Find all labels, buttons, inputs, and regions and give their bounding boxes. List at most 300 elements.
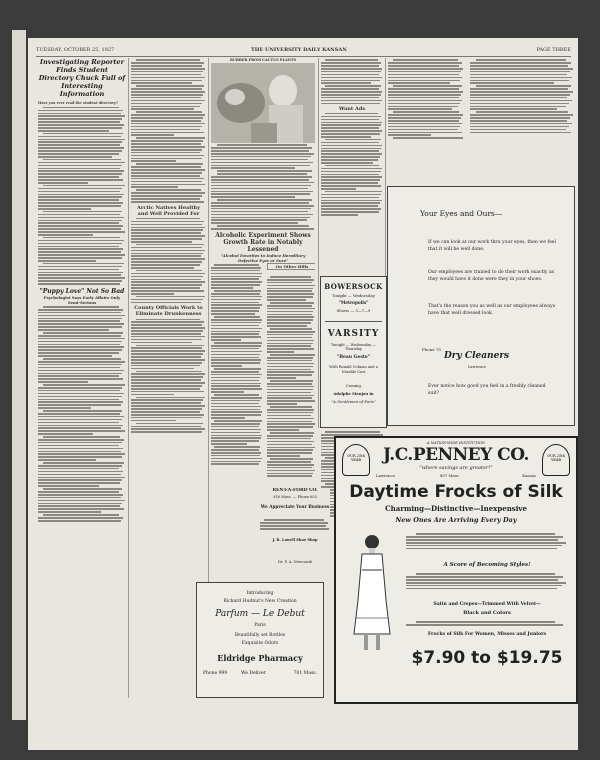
- article-body: [38, 306, 126, 522]
- text-line: [38, 453, 125, 455]
- text-line: [211, 437, 261, 439]
- text-line: [211, 380, 259, 382]
- text-line: [38, 274, 121, 276]
- page-header: [36, 46, 571, 57]
- text-line: [470, 88, 568, 90]
- text-line: [38, 445, 119, 447]
- text-line: [267, 392, 311, 394]
- shoe-shop: J. B. Lowell Shoe Shop: [272, 538, 318, 542]
- text-line: [38, 179, 123, 181]
- text-line: [38, 168, 120, 170]
- varsity-film: "Beau Geste": [336, 355, 371, 360]
- text-line: [131, 232, 201, 234]
- text-line: [38, 115, 125, 117]
- text-line: [131, 302, 201, 304]
- text-line: [267, 377, 296, 379]
- text-line: [211, 443, 247, 445]
- text-line: [388, 103, 460, 105]
- article-body: [131, 319, 206, 433]
- text-line: [38, 500, 125, 502]
- masthead: THE UNIVERSITY DAILY KANSAN: [251, 47, 347, 53]
- text-line: [211, 278, 259, 280]
- text-line: [267, 308, 315, 310]
- penney-body: [406, 572, 568, 591]
- text-line: [38, 153, 119, 155]
- text-line: [267, 415, 311, 417]
- text-line: [131, 77, 205, 79]
- text-line: [211, 310, 259, 312]
- text-line: [131, 108, 194, 110]
- text-line: [267, 340, 314, 342]
- text-line: [267, 429, 299, 431]
- issue-date: TUESDAY, OCTOBER 25, 1927: [36, 47, 115, 53]
- text-line: [43, 159, 120, 161]
- text-line: [267, 337, 312, 339]
- text-line: [470, 94, 570, 96]
- year-badge-left: [342, 444, 370, 476]
- text-line: [393, 137, 464, 139]
- text-line: [267, 412, 313, 414]
- text-line: [211, 359, 261, 361]
- text-line: [136, 397, 206, 399]
- text-line: [131, 382, 205, 384]
- text-line: [388, 65, 459, 67]
- text-line: [388, 123, 462, 125]
- text-line: [38, 471, 123, 473]
- text-line: [321, 74, 379, 76]
- text-line: [38, 485, 99, 487]
- text-line: [416, 533, 555, 535]
- text-line: [406, 539, 558, 541]
- text-line: [406, 579, 558, 581]
- text-line: [38, 124, 124, 126]
- text-line: [211, 435, 262, 437]
- text-line: [43, 514, 119, 516]
- text-line: [131, 250, 205, 252]
- text-line: [38, 320, 120, 322]
- text-line: [270, 380, 313, 382]
- text-line: [470, 74, 567, 76]
- text-line: [43, 185, 125, 187]
- text-line: [211, 191, 313, 193]
- text-line: [270, 432, 314, 434]
- text-line: [267, 403, 297, 405]
- text-line: [321, 77, 382, 79]
- text-line: [131, 169, 205, 171]
- text-line: [136, 296, 206, 298]
- text-line: [321, 188, 356, 190]
- varsity-title: VARSITY: [327, 329, 380, 339]
- text-line: [211, 371, 259, 373]
- text-line: [136, 189, 201, 191]
- text-line: [131, 195, 202, 197]
- text-line: [267, 386, 314, 388]
- text-line: [38, 246, 119, 248]
- text-line: [214, 342, 262, 344]
- text-line: [131, 276, 203, 278]
- article-body: [38, 107, 126, 285]
- text-line: [131, 201, 204, 203]
- lede: Have you ever read the student directory?: [38, 101, 118, 105]
- text-line: [131, 356, 201, 358]
- frocks-line: Frocks of Silk For Women, Misses and Juniors: [427, 632, 547, 637]
- text-line: [38, 404, 121, 406]
- text-line: [321, 71, 381, 73]
- text-line: [470, 77, 572, 79]
- text-line: [38, 338, 125, 340]
- text-line: [43, 436, 120, 438]
- text-line: [131, 385, 202, 387]
- text-line: [131, 253, 203, 255]
- text-line: [267, 322, 311, 324]
- text-line: [211, 150, 309, 152]
- cleaners-name: Dry Cleaners: [444, 351, 510, 361]
- text-line: [211, 423, 260, 425]
- text-line: [131, 146, 205, 148]
- text-line: [321, 100, 382, 102]
- text-line: [270, 328, 312, 330]
- text-line: [267, 470, 315, 472]
- text-line: [211, 228, 314, 230]
- text-line: [131, 417, 202, 419]
- text-line: [388, 82, 450, 84]
- text-line: [267, 305, 312, 307]
- text-line: [470, 82, 554, 84]
- text-line: [38, 373, 122, 375]
- text-line: [211, 354, 260, 356]
- text-line: [43, 263, 124, 265]
- text-line: [38, 150, 122, 152]
- text-line: [325, 165, 380, 167]
- colors-line: Black and Colors: [463, 610, 511, 616]
- text-line: [267, 423, 315, 425]
- cleaners-ad: [387, 186, 575, 426]
- penney-body: [406, 532, 568, 551]
- text-line: [321, 65, 379, 67]
- text-line: [131, 126, 202, 128]
- text-line: [406, 545, 562, 547]
- text-line: [321, 94, 381, 96]
- text-line: [131, 353, 203, 355]
- text-line: [406, 588, 557, 590]
- text-line: [131, 290, 204, 292]
- text-line: [388, 108, 452, 110]
- text-line: [321, 156, 380, 158]
- text-line: [267, 282, 312, 284]
- text-line: [217, 225, 309, 227]
- text-line: [321, 82, 371, 84]
- text-line: [131, 279, 201, 281]
- text-line: [131, 166, 201, 168]
- text-line: [321, 194, 381, 196]
- text-line: [470, 120, 567, 122]
- text-line: [211, 348, 259, 350]
- text-line: [131, 97, 201, 99]
- text-line: [321, 80, 380, 82]
- text-line: [321, 197, 379, 199]
- text-line: [267, 299, 306, 301]
- text-line: [214, 394, 259, 396]
- text-line: [131, 376, 203, 378]
- text-line: [38, 266, 122, 268]
- text-line: [131, 339, 202, 341]
- text-line: [211, 400, 260, 402]
- cleaners-city: Lawrence: [468, 365, 486, 369]
- text-line: [43, 332, 123, 334]
- text-line: [38, 136, 121, 138]
- text-line: [321, 122, 382, 124]
- text-line: [211, 336, 261, 338]
- text-line: [267, 421, 312, 423]
- text-line: [211, 153, 314, 155]
- badge-text: OUR 25th YEAR: [547, 454, 565, 462]
- text-line: [131, 258, 205, 260]
- text-line: [43, 462, 124, 464]
- text-line: [131, 132, 204, 134]
- text-line: [38, 240, 124, 242]
- text-line: [211, 403, 259, 405]
- text-line: [267, 383, 312, 385]
- text-line: [217, 144, 306, 146]
- text-line: [406, 536, 563, 538]
- text-line: [38, 254, 125, 256]
- text-line: [38, 127, 122, 129]
- text-line: [321, 88, 379, 90]
- coming-film: "A Gentleman of Paris": [331, 399, 376, 404]
- text-line: [260, 528, 329, 530]
- text-line: [211, 281, 262, 283]
- text-line: [38, 220, 122, 222]
- want-ads-title: Want Ads: [338, 105, 366, 112]
- text-line: [43, 384, 125, 386]
- text-line: [211, 463, 259, 465]
- text-line: [321, 136, 371, 138]
- text-line: [214, 290, 261, 292]
- text-line: [321, 91, 382, 93]
- text-line: [267, 449, 313, 451]
- text-line: [211, 167, 295, 169]
- text-line: [38, 508, 124, 510]
- text-line: [131, 336, 205, 338]
- text-line: [321, 162, 373, 164]
- text-line: [321, 130, 382, 132]
- text-line: [38, 225, 123, 227]
- text-line: [38, 494, 123, 496]
- text-line: [38, 309, 123, 311]
- text-line: [38, 269, 119, 271]
- text-line: [267, 293, 314, 295]
- text-line: [131, 100, 205, 102]
- text-line: [38, 419, 122, 421]
- text-line: [38, 367, 120, 369]
- text-line: [131, 399, 203, 401]
- text-line: [38, 147, 124, 149]
- text-line: [38, 352, 119, 354]
- text-line: [270, 458, 313, 460]
- column-rule: [318, 58, 319, 428]
- pharmacy-name: Eldridge Pharmacy: [217, 653, 303, 663]
- text-line: [211, 214, 313, 216]
- penney-address: 807 Mass.: [440, 473, 460, 478]
- text-line: [267, 435, 313, 437]
- new-ones-line: New Ones Are Arriving Every Day: [395, 516, 517, 524]
- dress-illustration: [344, 530, 400, 656]
- article-body: [267, 275, 315, 479]
- text-line: [211, 304, 262, 306]
- text-line: [267, 360, 312, 362]
- text-line: [131, 247, 202, 249]
- text-line: [38, 364, 122, 366]
- text-line: [388, 129, 458, 131]
- left-margin-strip: [12, 30, 26, 720]
- text-line: [211, 322, 261, 324]
- text-line: [267, 371, 314, 373]
- text-line: [388, 97, 459, 99]
- bowersock-film: "Metropolis": [338, 300, 369, 305]
- text-line: [38, 413, 120, 415]
- text-line: [131, 117, 203, 119]
- text-line: [38, 517, 123, 519]
- text-line: [214, 420, 262, 422]
- text-line: [38, 110, 123, 112]
- text-line: [211, 217, 310, 219]
- text-line: [211, 287, 253, 289]
- photo-caption: [211, 144, 315, 172]
- text-line: [43, 237, 120, 239]
- text-line: [38, 390, 120, 392]
- text-line: [267, 461, 311, 463]
- text-line: [131, 106, 200, 108]
- text-line: [38, 208, 91, 210]
- text-line: [211, 388, 262, 390]
- photo-caption-title: RUBBER FROM CACTUS PLANTS: [229, 58, 297, 62]
- text-line: [131, 330, 203, 332]
- text-line: [321, 148, 381, 150]
- text-line: [211, 429, 261, 431]
- text-line: [267, 444, 312, 446]
- text-line: [38, 433, 93, 435]
- text-line: [267, 290, 312, 292]
- text-line: [131, 368, 194, 370]
- text-line: [38, 482, 120, 484]
- text-line: [131, 267, 194, 269]
- text-line: [131, 273, 205, 275]
- text-line: [38, 425, 123, 427]
- text-line: [38, 346, 124, 348]
- text-line: [321, 142, 379, 144]
- text-line: [131, 129, 200, 131]
- text-line: [388, 71, 461, 73]
- text-line: [211, 449, 259, 451]
- text-line: [388, 106, 458, 108]
- text-line: [38, 326, 122, 328]
- text-line: [131, 388, 200, 390]
- text-line: [267, 467, 312, 469]
- text-line: [267, 288, 313, 290]
- text-line: [38, 156, 112, 158]
- text-line: [416, 573, 555, 575]
- text-line: [43, 211, 122, 213]
- text-line: [131, 431, 202, 433]
- text-line: [38, 191, 120, 193]
- text-line: [38, 393, 124, 395]
- text-line: [267, 409, 314, 411]
- text-line: [267, 366, 313, 368]
- text-line: [131, 373, 205, 375]
- text-line: [38, 234, 93, 236]
- text-line: [38, 283, 120, 285]
- text-line: [38, 196, 122, 198]
- text-line: [131, 293, 174, 295]
- subhead-puppy-love: Psychologist Says Early Affairs Only Semi-Serious: [43, 294, 121, 305]
- text-line: [38, 468, 119, 470]
- text-line: [470, 132, 571, 134]
- text-line: [38, 199, 119, 201]
- text-line: [388, 88, 459, 90]
- text-line: [131, 198, 200, 200]
- text-line: [267, 475, 312, 477]
- column-4b: [388, 58, 464, 188]
- text-line: [38, 214, 120, 216]
- text-line: [38, 375, 119, 377]
- text-line: [211, 345, 261, 347]
- text-line: [388, 74, 459, 76]
- text-line: [260, 525, 326, 527]
- text-line: [38, 361, 125, 363]
- text-line: [267, 374, 312, 376]
- text-line: [267, 357, 313, 359]
- text-line: [416, 621, 555, 623]
- text-line: [38, 422, 119, 424]
- text-line: [211, 182, 314, 184]
- text-line: [321, 153, 382, 155]
- text-line: [131, 143, 201, 145]
- text-line: [38, 459, 96, 461]
- headline-arctic: Arctic Natives Healthy and Well Provided For: [136, 204, 201, 217]
- text-line: [136, 85, 204, 87]
- text-line: [321, 214, 358, 216]
- text-line: [43, 410, 122, 412]
- text-line: [267, 296, 313, 298]
- text-line: [267, 279, 314, 281]
- text-line: [131, 134, 174, 136]
- photo-image: [211, 63, 315, 143]
- want-ads-list: [321, 113, 383, 216]
- rent-ford-address: 916 Mass. — Phone 653: [273, 495, 317, 499]
- text-line: [267, 319, 313, 321]
- text-line: [321, 127, 379, 129]
- text-line: [211, 440, 259, 442]
- text-line: [38, 165, 122, 167]
- text-line: [43, 488, 121, 490]
- text-line: [131, 160, 176, 162]
- penney-headline: Daytime Frocks of Silk: [349, 482, 563, 502]
- score-line: A Score of Becoming Styles!: [443, 562, 531, 568]
- text-line: [321, 97, 379, 99]
- text-line: [211, 211, 308, 213]
- text-line: [470, 126, 569, 128]
- text-line: [325, 191, 383, 193]
- text-line: [321, 62, 381, 64]
- text-line: [131, 402, 201, 404]
- text-line: [321, 208, 381, 210]
- text-line: [211, 362, 260, 364]
- text-line: [131, 241, 192, 243]
- text-line: [470, 108, 557, 110]
- ad-line: Exquisite Odors: [241, 641, 279, 646]
- text-line: [393, 59, 458, 61]
- text-line: [321, 211, 379, 213]
